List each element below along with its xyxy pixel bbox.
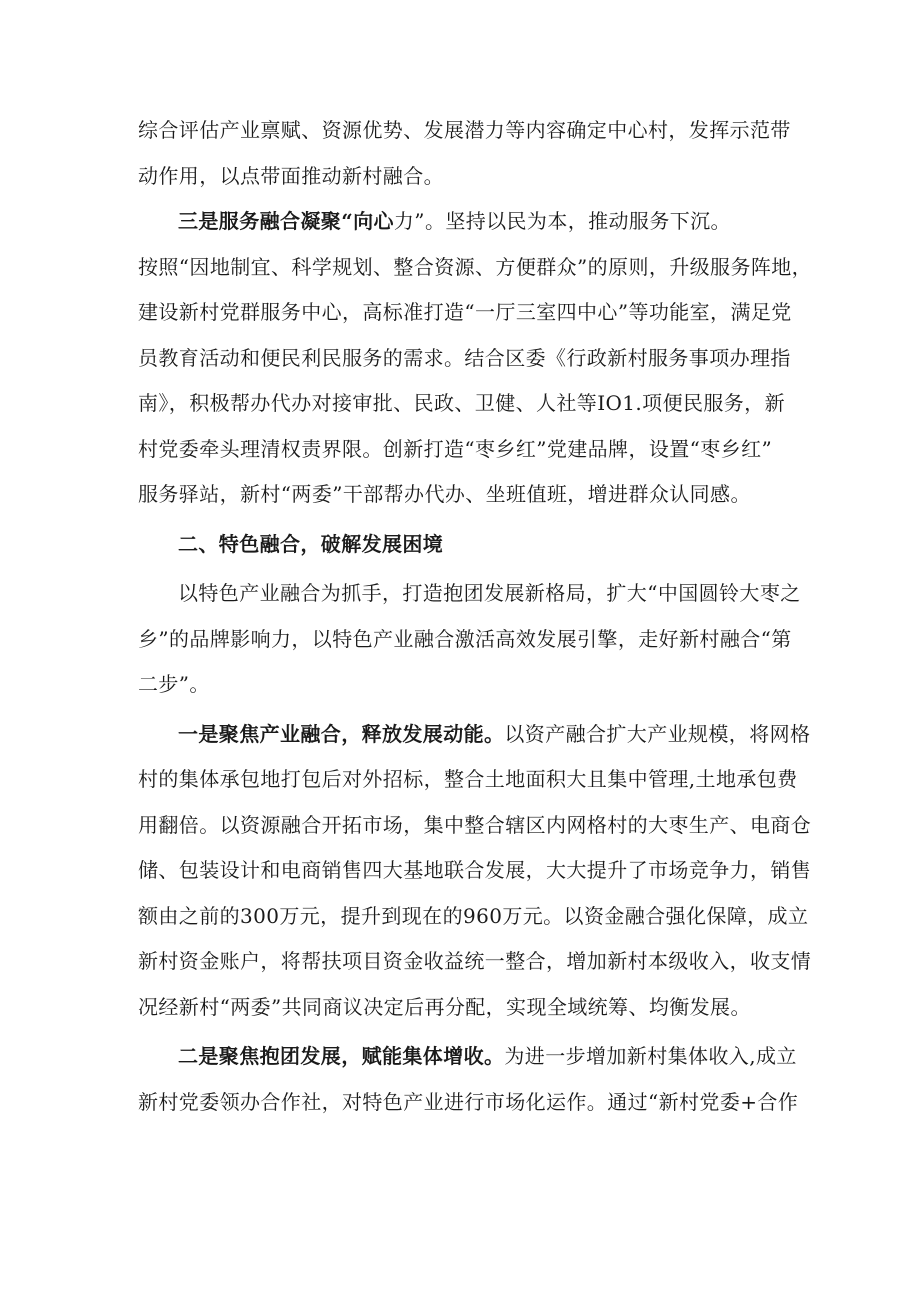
- body-text: 以资产融合扩大产业规模，将网格: [504, 721, 811, 746]
- text-line: 动作用，以点带面推动新村融合。: [138, 163, 444, 188]
- text-line: 村党委牵头理清权责界限。创新打造“枣乡红”党建品牌，设置“枣乡红”: [138, 436, 773, 461]
- text-line: [138, 199, 794, 245]
- text-line: 综合评估产业禀赋、资源优势、发展潜力等内容确定中心村，发挥示范带: [138, 118, 791, 142]
- paragraph-feature-intro: [138, 571, 801, 708]
- text-line: 乡”的品牌影响力，以特色产业融合激活高效发展引擎，走好新村融合“第: [138, 626, 792, 651]
- heading-tail: 力”: [393, 209, 425, 233]
- paragraph-service-integration-heading: [138, 199, 794, 245]
- bold-heading: 二是聚焦抱团发展，赋能集体增收。: [178, 1044, 505, 1068]
- text-line: 况经新村“两委”共同商议决定后再分配，实现全域统筹、均衡发展。: [138, 994, 751, 1019]
- paragraph-industry-integration: [138, 712, 812, 1031]
- bold-heading: 三是服务融合凝聚“向心: [178, 209, 394, 233]
- paragraph-group-development: [138, 1034, 799, 1125]
- text-line: 额由之前的300万元，提升到现在的960万元。以资金融合强化保障，成立: [138, 903, 809, 928]
- text-line: 村的集体承包地打包后对外招标，整合土地面积大且集中管理,土地承包费: [138, 767, 798, 791]
- section-title: 二、特色融合，破解发展困境: [178, 531, 444, 556]
- text-line: 新村党委领办合作社，对特色产业进行市场化运作。通过“新村党委+合作: [138, 1089, 799, 1114]
- text-line: 用翻倍。以资源融合开拓市场，集中整合辖区内网格村的大枣生产、电商仓: [138, 812, 812, 837]
- section-heading: [138, 522, 794, 568]
- text-line: 南》，积极帮办代办对接审批、民政、卫健、人社等IO1.项便民服务，新: [138, 391, 785, 415]
- text-line: 以特色产业融合为抓手，打造抱团发展新格局，扩大“中国圆铃大枣之: [178, 581, 801, 605]
- body-text: 为进一步增加新村集体收入,成立: [504, 1044, 797, 1068]
- text-line: [138, 1034, 797, 1080]
- text-line: 员教育活动和便民利民服务的需求。结合区委《行政新村服务事项办理指: [138, 345, 791, 370]
- paragraph-center-village: [138, 108, 794, 199]
- text-line: 建设新村党群服务中心，高标准打造“一厅三室四中心”等功能室，满足党: [138, 300, 792, 324]
- text-line: 新村资金账户，将帮扶项目资金收益统一整合，增加新村本级收入，收支情: [138, 949, 812, 973]
- text-line: 服务驿站，新村“两委”干部帮办代办、坐班值班，增进群众认同感。: [138, 482, 751, 506]
- text-line: 二步”。: [138, 672, 210, 696]
- text-line: 按照“因地制宜、科学规划、整合资源、方便群众”的原则，升级服务阵地，: [138, 254, 813, 279]
- text-line: [138, 712, 811, 758]
- bold-heading: 一是聚焦产业融合，释放发展动能。: [178, 721, 505, 746]
- paragraph-service-details: [138, 245, 813, 518]
- document-page: [138, 108, 813, 1125]
- body-text: 。坚持以民为本，推动服务下沉。: [424, 209, 731, 233]
- text-line: 储、包装设计和电商销售四大基地联合发展，大大提升了市场竞争力，销售: [138, 858, 812, 882]
